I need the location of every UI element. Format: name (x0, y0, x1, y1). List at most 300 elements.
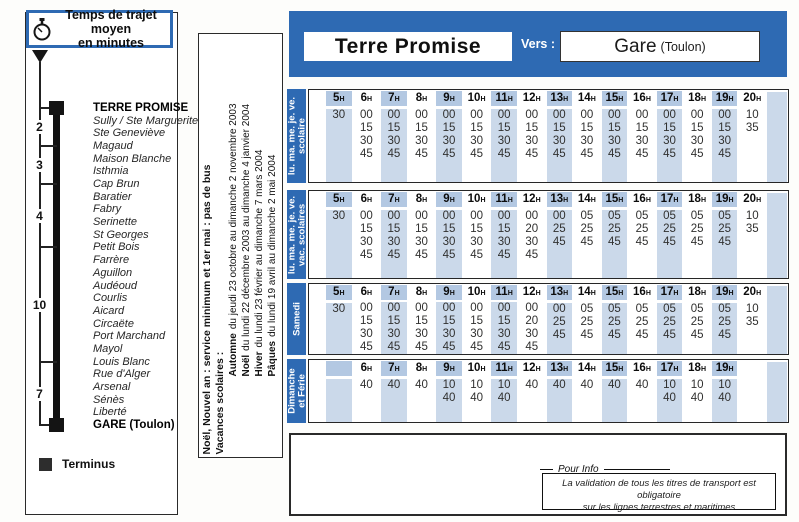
minute-cell: 00 (442, 210, 456, 222)
hour-header (464, 361, 490, 376)
hour-value: 20 (743, 92, 757, 104)
hour-column (602, 361, 628, 422)
minute-cell: 45 (690, 329, 704, 341)
vacation-note-automne (227, 37, 240, 454)
minutes-column (712, 109, 738, 182)
stop-label: Arsenal (93, 381, 131, 393)
minute-cell: 20 (525, 315, 539, 327)
hour-suffix: H (563, 96, 569, 103)
minute-cell: 45 (635, 148, 649, 160)
hour-column (629, 91, 655, 182)
info-legend (540, 464, 670, 475)
minutes-column (326, 109, 352, 182)
hour-column (464, 285, 490, 354)
minutes-column (354, 210, 380, 278)
hour-suffix: H (339, 197, 345, 204)
stop-label: Louis Blanc (93, 356, 150, 368)
hour-header (657, 361, 683, 376)
hour-column (574, 361, 600, 422)
minute-cell: 25 (580, 316, 594, 328)
hour-header (519, 192, 545, 207)
hour-column (684, 361, 710, 422)
minute-cell: 25 (608, 316, 621, 328)
minute-cell: 25 (635, 316, 649, 328)
minute-cell: 00 (497, 302, 511, 314)
hour-header (739, 285, 765, 300)
hour-column (326, 91, 352, 182)
hour-suffix: H (590, 96, 596, 103)
vacation-note-paques (266, 37, 279, 454)
minutes-column (519, 109, 545, 182)
minutes-column (657, 109, 683, 182)
timetable-day-label (287, 89, 306, 183)
hour-column (326, 361, 352, 422)
hour-column (629, 361, 655, 422)
hour-value: 17 (660, 286, 674, 298)
minute-cell: 40 (525, 379, 539, 391)
hour-suffix: H (618, 197, 624, 204)
hour-header (574, 361, 600, 376)
minute-cell: 45 (690, 236, 704, 248)
hour-column (547, 192, 573, 278)
hour-suffix: H (449, 96, 455, 103)
minute-cell: 45 (718, 236, 732, 248)
minute-cell: 05 (635, 210, 649, 222)
minutes-column (574, 109, 600, 182)
stop-label: Baratier (93, 191, 132, 203)
minute-cell: 15 (663, 122, 676, 134)
hour-header (629, 285, 655, 300)
destination-name: Gare (614, 35, 657, 57)
hour-column (381, 91, 407, 182)
hour-value: 8 (415, 92, 423, 104)
stop-label: Magaud (93, 140, 133, 152)
segment-minutes-label: 2 (29, 120, 50, 134)
hour-value: 18 (688, 286, 701, 298)
hour-header (491, 192, 517, 207)
hour-header (354, 361, 380, 376)
hour-header (381, 285, 407, 300)
minute-cell: 15 (608, 122, 621, 134)
day-label-line: Samedi (290, 302, 302, 336)
day-label-line: et Férie (295, 374, 307, 408)
hour-header (491, 361, 517, 376)
hour-value: 14 (577, 193, 591, 205)
hour-value: 16 (633, 286, 646, 298)
minute-cell: 30 (497, 328, 511, 340)
hour-header (354, 285, 380, 300)
minutes-column (464, 210, 490, 278)
minute-cell: 15 (442, 315, 456, 327)
destination-box (560, 31, 760, 62)
hour-column (547, 285, 573, 354)
hour-header (436, 361, 462, 376)
minute-cell: 25 (552, 316, 566, 328)
terminus-legend (39, 457, 115, 471)
minute-cell: 00 (387, 109, 401, 121)
minute-cell: 00 (359, 109, 373, 121)
minute-cell: 45 (525, 249, 539, 261)
minute-cell: 40 (608, 379, 621, 391)
stop-label: Farrère (93, 254, 130, 266)
hour-header (519, 285, 545, 300)
hour-suffix: H (367, 96, 373, 103)
hour-header (436, 285, 462, 300)
hour-suffix: H (394, 96, 400, 103)
minute-cell: 00 (415, 210, 428, 222)
stop-label: Sénès (93, 394, 125, 406)
timetable-day-label (287, 190, 306, 279)
hour-header (519, 91, 545, 106)
minute-cell: 10 (442, 379, 456, 391)
hour-suffix: H (535, 197, 541, 204)
route-line (53, 108, 60, 426)
hour-value: 15 (605, 92, 619, 104)
hour-value: 10 (467, 286, 481, 298)
hour-suffix: H (422, 290, 428, 297)
vers-label: Vers : (520, 37, 556, 51)
minute-cell: 00 (387, 210, 401, 222)
minute-cell: 45 (635, 236, 649, 248)
hour-suffix: H (449, 290, 455, 297)
minutes-column (739, 109, 765, 182)
segment-minutes-label: 3 (29, 158, 50, 172)
minute-cell: 15 (690, 122, 704, 134)
hour-column (381, 285, 407, 354)
stop-label: Aicard (93, 305, 125, 317)
travel-time-scale-line (39, 62, 41, 426)
minute-cell: 30 (332, 109, 346, 121)
hour-suffix: H (700, 96, 707, 103)
minute-cell: 45 (580, 236, 594, 248)
minute-cell: 45 (415, 249, 428, 261)
hour-value: 12 (522, 92, 536, 104)
hour-value: 17 (660, 193, 674, 205)
stop-label: Courlis (93, 292, 128, 304)
hour-header (326, 192, 352, 207)
minutes-column (409, 302, 435, 354)
hour-value: 11 (495, 286, 508, 298)
minute-cell: 30 (470, 328, 483, 340)
hour-suffix: H (645, 96, 651, 103)
hour-value: 6 (360, 362, 368, 374)
hour-suffix: H (728, 366, 734, 373)
minute-cell: 30 (442, 135, 456, 147)
minutes-column (712, 210, 738, 278)
minute-cell: 30 (718, 135, 732, 147)
hour-column (436, 285, 462, 354)
segment-minutes-label: 10 (29, 298, 50, 312)
timetable-day-label-text (287, 195, 306, 273)
minutes-column (326, 379, 352, 422)
hour-header (381, 192, 407, 207)
hour-value: 16 (633, 92, 646, 104)
travel-time-title-line1: Temps de trajet moyen (65, 8, 157, 36)
minute-cell: 40 (442, 392, 456, 404)
hour-column (381, 192, 407, 278)
tick-mark (39, 145, 57, 147)
hour-column (436, 192, 462, 278)
hour-column (574, 91, 600, 182)
hour-value: 15 (605, 362, 619, 374)
hour-header (464, 91, 490, 106)
minute-cell: 15 (470, 122, 483, 134)
stop-label: Cap Brun (93, 178, 140, 190)
minute-cell: 00 (635, 109, 649, 121)
minute-cell: 00 (497, 210, 511, 222)
tick-mark (39, 183, 57, 185)
minute-cell: 30 (635, 135, 649, 147)
timetable-2 (287, 190, 789, 279)
minute-cell: 00 (718, 109, 732, 121)
hour-header (547, 361, 573, 376)
hour-value: 14 (577, 286, 591, 298)
hour-header (684, 285, 710, 300)
minute-cell: 00 (387, 302, 401, 314)
minute-cell: 15 (442, 122, 456, 134)
minute-cell: 45 (497, 341, 511, 353)
hour-header (491, 285, 517, 300)
minute-cell: 10 (470, 379, 483, 391)
minute-cell: 05 (690, 303, 704, 315)
hour-header (409, 192, 435, 207)
hour-column (712, 192, 738, 278)
hour-header (684, 361, 710, 376)
hour-value: 16 (633, 193, 646, 205)
hour-column (464, 361, 490, 422)
hour-suffix: H (645, 290, 651, 297)
vacation-dates: du jeudi 23 octobre au dimanche 2 novembre 2003 (227, 102, 239, 329)
minute-cell: 25 (663, 223, 676, 235)
legend-dash-right (604, 469, 670, 470)
minute-cell: 30 (387, 135, 401, 147)
hour-column (519, 91, 545, 182)
hour-column (657, 285, 683, 354)
minute-cell: 45 (525, 341, 539, 353)
hour-header (602, 361, 628, 376)
minute-cell: 45 (497, 249, 511, 261)
minute-cell: 05 (718, 303, 732, 315)
segment-minutes-label: 4 (29, 209, 50, 223)
terminus-stop-label: GARE (Toulon) (93, 419, 175, 431)
hour-column (629, 192, 655, 278)
minute-cell: 00 (415, 109, 428, 121)
hour-value: 5 (333, 193, 340, 205)
bottom-box (289, 433, 787, 516)
minute-cell: 00 (663, 109, 676, 121)
hour-header (464, 285, 490, 300)
hour-column (491, 91, 517, 182)
vacation-dates: du lundi 19 avril au dimanche 2 mai 2004 (266, 154, 278, 337)
hour-suffix: H (535, 366, 541, 373)
hour-value: 19 (715, 92, 729, 104)
hour-header (381, 91, 407, 106)
minutes-column (574, 210, 600, 278)
minute-cell: 00 (525, 109, 539, 121)
vacation-name: Pâques (266, 340, 278, 376)
minute-cell: 25 (635, 223, 649, 235)
hour-column (409, 91, 435, 182)
minute-cell: 45 (663, 148, 676, 160)
minute-cell: 45 (690, 148, 704, 160)
travel-time-title (52, 8, 170, 50)
minute-cell: 45 (359, 148, 373, 160)
minute-cell: 15 (497, 315, 511, 327)
hour-value: 5 (333, 92, 340, 104)
minute-cell: 15 (415, 223, 428, 235)
minute-cell: 00 (690, 109, 704, 121)
hour-column (739, 361, 765, 422)
minutes-column (657, 210, 683, 278)
minute-cell: 25 (580, 223, 594, 235)
hour-header (629, 361, 655, 376)
minute-cell: 40 (415, 379, 428, 391)
hour-column (657, 361, 683, 422)
stop-label: Mayol (93, 343, 123, 355)
hour-suffix: H (563, 366, 569, 373)
minute-cell: 45 (387, 341, 401, 353)
info-text-line1: La validation de tous les titres de transport est obligatoire (562, 478, 756, 501)
hour-value: 18 (688, 362, 701, 374)
hour-value: 5 (333, 286, 340, 298)
minute-cell: 15 (415, 122, 428, 134)
hour-value: 10 (467, 362, 481, 374)
hour-suffix: H (590, 366, 596, 373)
vacation-note-noel (240, 37, 253, 454)
minute-cell: 15 (470, 315, 483, 327)
minute-cell: 15 (552, 122, 566, 134)
hour-value: 8 (415, 362, 423, 374)
hour-value: 20 (743, 286, 757, 298)
terminus-stop-label: TERRE PROMISE (93, 102, 189, 114)
hour-header (354, 91, 380, 106)
timetable-grid (308, 190, 789, 279)
hour-value: 13 (550, 362, 564, 374)
stop-label: Audéoud (93, 280, 138, 292)
minutes-column (381, 109, 407, 182)
minutes-column (574, 303, 600, 354)
minute-cell: 35 (745, 316, 759, 328)
hour-header (712, 361, 738, 376)
minutes-column (409, 379, 435, 422)
minute-cell: 10 (690, 379, 704, 391)
minutes-column (381, 210, 407, 278)
vacation-dates: du lundi 22 décembre 2003 au dimanche 4 janvier 2004 (240, 103, 252, 351)
hour-column (464, 91, 490, 182)
stop-label: Rue d'Alger (93, 368, 151, 380)
hour-header (574, 192, 600, 207)
hour-header (712, 91, 738, 106)
hour-suffix: H (422, 197, 428, 204)
hour-suffix: H (394, 197, 400, 204)
minute-cell: 25 (690, 316, 704, 328)
hour-suffix: H (480, 197, 486, 204)
hour-header (326, 361, 352, 376)
grid-left-spacer (309, 192, 325, 278)
minute-cell: 45 (525, 148, 539, 160)
minute-cell: 45 (415, 341, 428, 353)
minutes-column (684, 210, 710, 278)
hour-value: 7 (388, 286, 395, 298)
minutes-column (409, 109, 435, 182)
terminus-square-icon (39, 458, 52, 471)
minute-cell: 00 (552, 303, 566, 315)
hour-value: 7 (388, 92, 395, 104)
minutes-column (657, 303, 683, 354)
minutes-column (354, 302, 380, 354)
day-label-line: Dimanche (286, 368, 297, 414)
minute-cell: 15 (497, 122, 511, 134)
grid-left-spacer (309, 285, 325, 354)
hour-header (602, 285, 628, 300)
minutes-column (684, 379, 710, 422)
hour-column (547, 91, 573, 182)
hour-suffix: H (507, 197, 513, 204)
hour-header (712, 285, 738, 300)
minute-cell: 00 (415, 302, 428, 314)
hour-value: 11 (495, 362, 508, 374)
minute-cell: 30 (497, 135, 511, 147)
hour-suffix: H (449, 366, 455, 373)
hour-header (354, 192, 380, 207)
minutes-column (739, 303, 765, 354)
stop-label: Liberté (93, 406, 127, 418)
minute-cell: 10 (663, 379, 676, 391)
minutes-column (436, 302, 462, 354)
hour-value: 17 (660, 92, 674, 104)
minute-cell: 45 (580, 148, 594, 160)
minute-cell: 45 (442, 148, 456, 160)
empty-trailing-column (767, 362, 787, 422)
terminus-square-icon (49, 101, 64, 115)
legend-dash-left (540, 469, 553, 470)
minutes-column (574, 379, 600, 422)
hour-value: 14 (577, 362, 591, 374)
notes-rotated-text (201, 37, 281, 454)
stop-label: Isthmia (93, 165, 129, 177)
hour-header (409, 361, 435, 376)
hour-suffix: H (422, 366, 428, 373)
hour-suffix: H (339, 290, 345, 297)
hour-suffix: H (563, 197, 569, 204)
hour-column (739, 91, 765, 182)
hour-suffix: H (367, 366, 373, 373)
minute-cell: 45 (608, 329, 621, 341)
hour-value: 8 (415, 193, 423, 205)
hour-value: 9 (443, 286, 450, 298)
hour-column (409, 192, 435, 278)
stop-label: Circaëte (93, 318, 134, 330)
minutes-column (739, 210, 765, 278)
hour-column (491, 361, 517, 422)
hour-suffix: H (480, 366, 486, 373)
hour-header (739, 361, 765, 376)
hour-header (409, 91, 435, 106)
minute-cell: 00 (497, 109, 511, 121)
minute-cell: 45 (387, 148, 401, 160)
minutes-column (409, 210, 435, 278)
minute-cell: 00 (608, 109, 621, 121)
hour-header (326, 91, 352, 106)
minute-cell: 45 (608, 148, 621, 160)
hour-column (684, 285, 710, 354)
timetable-day-label-text (292, 302, 302, 336)
hour-suffix: H (563, 290, 569, 297)
hour-suffix: H (394, 290, 400, 297)
minutes-column (712, 303, 738, 354)
hour-suffix: H (756, 197, 762, 204)
timetable-day-label-text (287, 97, 306, 175)
